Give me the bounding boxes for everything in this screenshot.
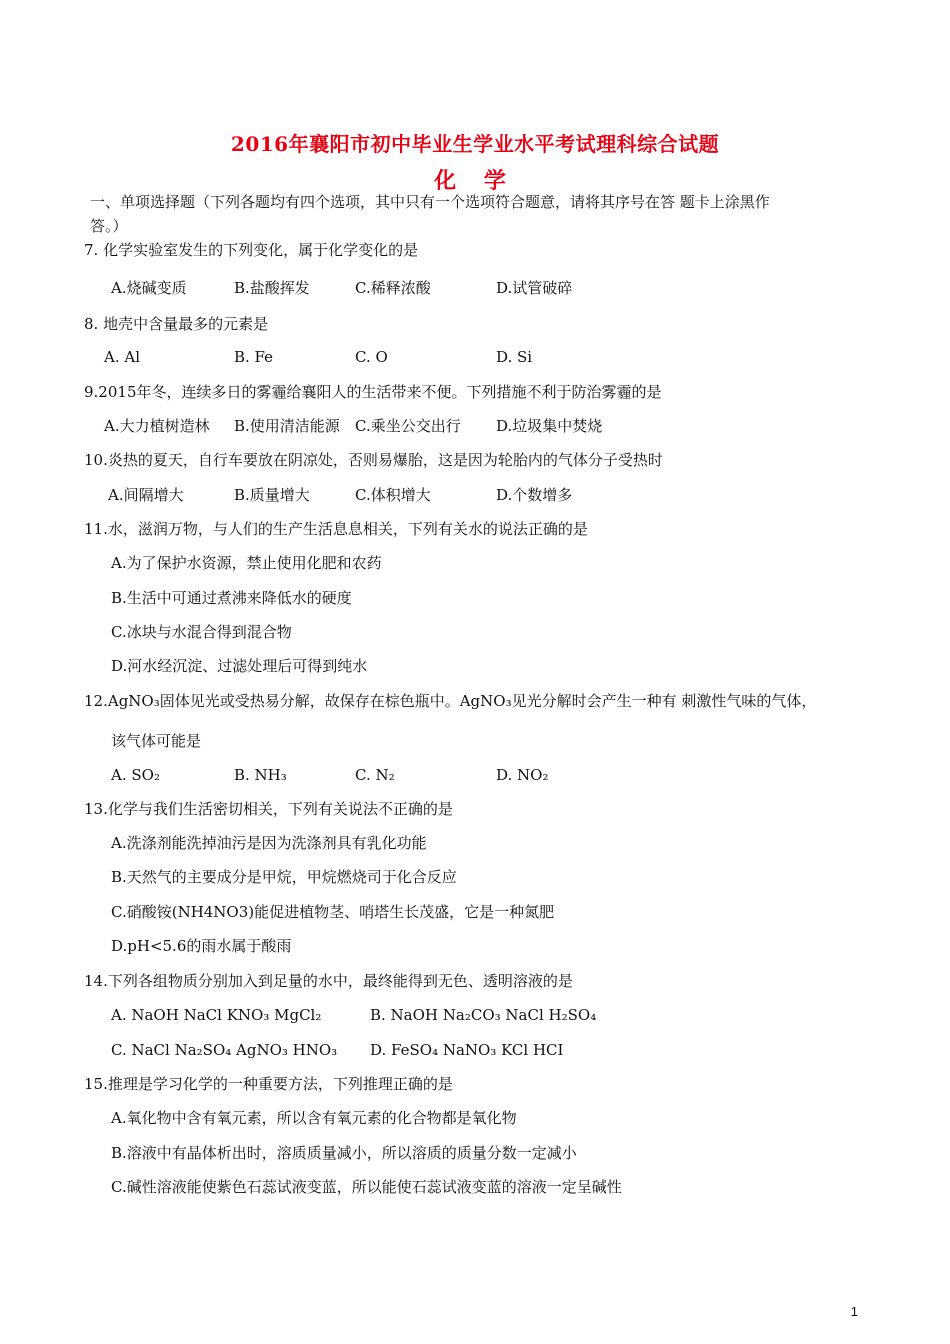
option-7d: D.试管破碎 — [496, 279, 573, 297]
question-15: 15.推理是学习化学的一种重要方法，下列推理正确的是 — [84, 1075, 453, 1093]
option-7a: A.烧碱变质 — [111, 279, 187, 297]
question-7: 7. 化学实验室发生的下列变化，属于化学变化的是 — [84, 241, 419, 259]
option-9b: B.使用清洁能源 — [234, 417, 340, 435]
option-13a: A.洗涤剂能洗掉油污是因为洗涤剂具有乳化功能 — [111, 834, 427, 852]
question-13: 13.化学与我们生活密切相关，下列有关说法不正确的是 — [84, 800, 453, 818]
option-15b: B.溶液中有晶体析出时，溶质质量减小，所以溶质的质量分数一定减小 — [111, 1144, 577, 1162]
option-8a: A. Al — [104, 348, 140, 366]
question-9: 9.2015年冬，连续多日的雾霾给襄阳人的生活带来不便。下列措施不利于防治雾霾的是 — [84, 383, 662, 401]
option-13d: D.pH<5.6的雨水属于酸雨 — [111, 937, 292, 955]
option-13c: C.硝酸铵(NH4NO3)能促进植物茎、哨塔生长茂盛，它是一种氮肥 — [111, 903, 555, 921]
question-12-cont: 该气体可能是 — [111, 732, 202, 750]
option-12b: B. NH₃ — [234, 766, 287, 784]
page-number: 1 — [850, 1304, 858, 1319]
option-11a: A.为了保护水资源，禁止使用化肥和农药 — [111, 554, 382, 572]
option-10c: C.体积增大 — [355, 486, 431, 504]
option-10d: D.个数增多 — [496, 486, 573, 504]
question-14: 14.下列各组物质分别加入到足量的水中，最终能得到无色、透明溶液的是 — [84, 972, 573, 990]
question-8: 8. 地壳中含量最多的元素是 — [84, 315, 269, 333]
option-14c: C. NaCl Na₂SO₄ AgNO₃ HNO₃ — [111, 1041, 338, 1059]
option-12a: A. SO₂ — [111, 766, 160, 784]
option-7b: B.盐酸挥发 — [234, 279, 310, 297]
option-14b: B. NaOH Na₂CO₃ NaCl H₂SO₄ — [370, 1006, 597, 1024]
exam-title: 2016年襄阳市初中毕业生学业水平考试理科综合试题 — [230, 132, 720, 156]
subject-title: 化 学 — [434, 168, 516, 194]
section-heading-cont: 答。） — [90, 217, 128, 235]
option-8d: D. Si — [496, 348, 533, 366]
question-12: 12.AgNO₃固体见光或受热易分解，故保存在棕色瓶中。AgNO₃见光分解时会产生一种有 刺激性气味的气体， — [84, 692, 817, 710]
option-11b: B.生活中可通过煮沸来降低水的硬度 — [111, 589, 352, 607]
option-15a: A.氧化物中含有氧元素，所以含有氧元素的化合物都是氧化物 — [111, 1109, 517, 1127]
option-9c: C.乘坐公交出行 — [355, 417, 461, 435]
option-13b: B.天然气的主要成分是甲烷，甲烷燃烧司于化合反应 — [111, 868, 457, 886]
option-8c: C. O — [355, 348, 388, 366]
option-8b: B. Fe — [234, 348, 274, 366]
option-9d: D.垃圾集中焚烧 — [496, 417, 603, 435]
option-10b: B.质量增大 — [234, 486, 310, 504]
option-12d: D. NO₂ — [496, 766, 549, 784]
option-7c: C.稀释浓酸 — [355, 279, 431, 297]
option-14a: A. NaOH NaCl KNO₃ MgCl₂ — [111, 1006, 322, 1024]
option-10a: A.间隔增大 — [108, 486, 184, 504]
option-12c: C. N₂ — [355, 766, 395, 784]
option-11c: C.冰块与水混合得到混合物 — [111, 623, 292, 641]
question-11: 11.水，滋润万物，与人们的生产生活息息相关，下列有关水的说法正确的是 — [84, 520, 588, 538]
question-10: 10.炎热的夏天，自行车要放在阴凉处，否则易爆胎，这是因为轮胎内的气体分子受热时 — [84, 451, 663, 469]
option-9a: A.大力植树造林 — [104, 417, 210, 435]
option-14d: D. FeSO₄ NaNO₃ KCl HCI — [370, 1041, 564, 1059]
section-heading: 一、单项选择题（下列各题均有四个选项，其中只有一个选项符合题意，请将其序号在答 题卡上涂黑作 — [90, 193, 770, 211]
option-11d: D.河水经沉淀、过滤处理后可得到纯水 — [111, 657, 368, 675]
option-15c: C.碱性溶液能使紫色石蕊试液变蓝，所以能使石蕊试液变蓝的溶液一定呈碱性 — [111, 1178, 622, 1196]
